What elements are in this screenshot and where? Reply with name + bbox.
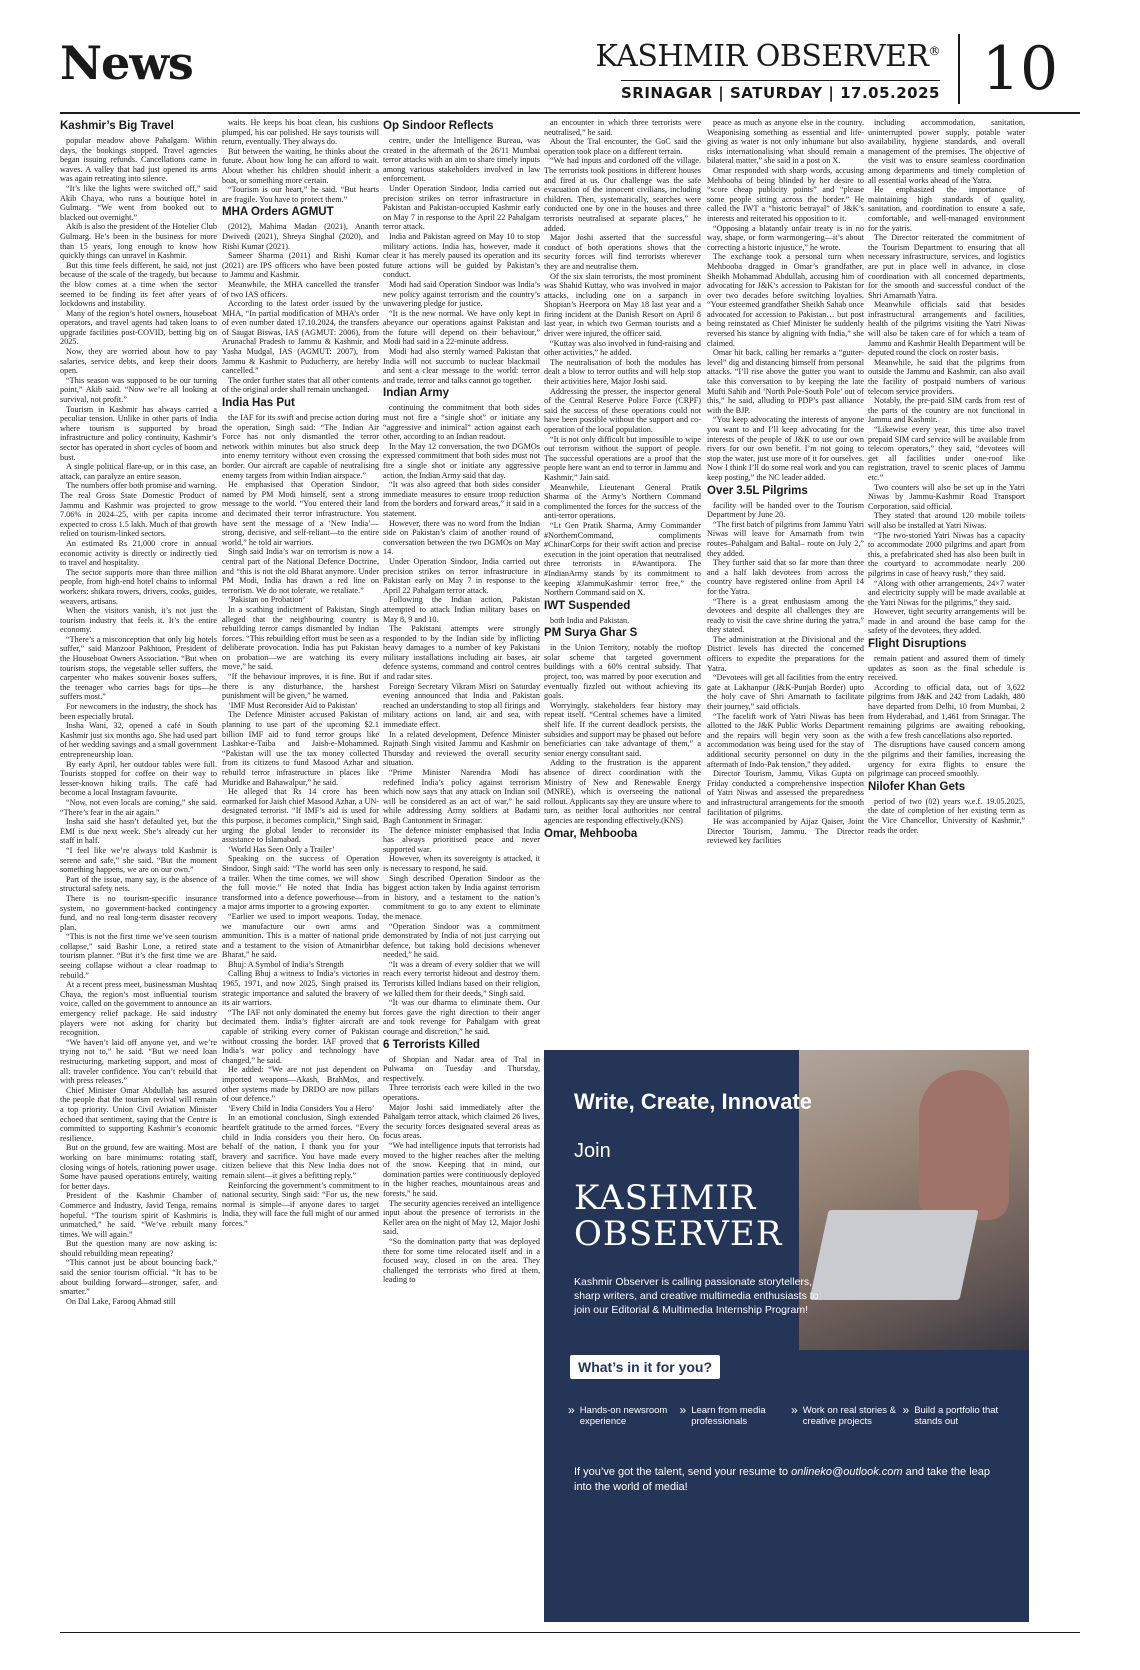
paragraph: “There’s a misconception that only big hotels suffer,” said Manzoor Pakhtoon, President of the Houseboat Owners Association. “But when tourism stops, the vegetable seller suffers, the carpenter who makes souvenir boxes suffers, the teenager who carries bags for tips—he suffers most.” bbox=[60, 634, 217, 702]
paragraph: Major Joshi said immediately after the Pahalgam terror attack, which claimed 26 lives, the security forces designated several areas as focus areas. bbox=[383, 1102, 540, 1141]
paragraph: In the May 12 conversation, the two DGMOs expressed commitment that both sides must not fire a single shot or initiate any aggressive action, the Indian Army said that day. bbox=[383, 441, 540, 480]
headline: Nilofer Khan Gets bbox=[868, 780, 966, 793]
newspaper-brand bbox=[595, 39, 940, 74]
paragraph: waits. He keeps his boat clean, his cushions plumped, his oar polished. He says tourists will return, eventually. They always do. bbox=[222, 118, 379, 147]
paragraph: Sameer Sharma (2011) and Rishi Kumar (2021) are IPS officers who have been posted to Jammu and Kashmir. bbox=[222, 251, 379, 280]
ad-footer bbox=[574, 1465, 1004, 1495]
subhead: ‘IMF Must Reconsider Aid to Pakistan’ bbox=[228, 700, 358, 710]
paragraph: The numbers offer both promise and warning. The real Gross State Domestic Product of Jammu and Kashmir was projected to grow 7.06% in 2024–25, with per capita income expected to cross 1.5 lakh. Much of that growth relied on tourism-linked sectors. bbox=[60, 481, 217, 539]
laptop-photo-shape bbox=[809, 1210, 978, 1300]
headline: Omar, Mehbooba bbox=[544, 827, 638, 840]
paragraph: In an emotional conclusion, Singh extended heartfelt gratitude to the armed forces. “Every child in India considers you their hero. On behalf of the nation, I thank you for your bravery and sacrifice. You have made every citizen believe that this New India does not remain silent—it gives a befitting reply.” bbox=[222, 1113, 379, 1180]
ad-body: Kashmir Observer is calling passionate storytellers, sharp writers, and creative multimedia enthusiasts to join our Editorial & Multimedia Internship Program! bbox=[574, 1276, 819, 1316]
ad-photo bbox=[799, 1050, 1029, 1350]
benefit-label: Learn from media professionals bbox=[691, 1405, 766, 1427]
benefit-item bbox=[568, 1405, 674, 1427]
headline: PM Surya Ghar S bbox=[544, 627, 638, 640]
paragraph: Worryingly, stakeholders fear history may repeat itself. “Central schemes have a limited shelf life. If the current deadlock persists, the subsidies and support may be phased out before beneficiaries can take advantage of them,” a senior energy consultant said. bbox=[544, 700, 701, 758]
paragraph: Chief Minister Omar Abdullah has assured the people that the tourism revival will remain a top priority. Union Civil Aviation Minister echoed that sentiment, saying that the Centre is committed to supporting Kashmir’s economic resilience. bbox=[60, 1085, 217, 1143]
paragraph: Meanwhile, he said that the pilgrims from outside the Jammu and Kashmir, can also avail the facility of postpaid numbers of various telecom service providers. bbox=[868, 357, 1025, 396]
paragraph: But the question many are now asking is: should rebuilding mean repeating? bbox=[60, 1239, 217, 1258]
paragraph: Calling Bhuj a witness to India’s victories in 1965, 1971, and now 2025, Singh praised its strategic importance and saluted the bravery of its air warriors. bbox=[222, 969, 379, 1008]
paragraph: “We haven’t laid off anyone yet, and we’re trying not to,” he said. “But we need loan restructuring, marketing support, and most of all: traveler confidence. You can’t rebuild that with press releases.” bbox=[60, 1037, 217, 1086]
paragraph: “The IAF not only dominated the enemy but decimated them. India’s fighter aircraft are capable of striking every corner of Pakistan without crossing the border. IAF proved that India’s war policy and technology have changed,” he said. bbox=[222, 1007, 379, 1065]
paragraph: Addressing the presser, the inspector general of the Central Reserve Police Force (CRPF) said the success of these operations could not have been possible without the support and co-operation of the local population. bbox=[544, 386, 701, 434]
paragraph: Singh described Operation Sindoor as the biggest action taken by India against terrorism in history, and a testament to the nation’s commitment to go to any extent to eliminate the menace. bbox=[383, 873, 540, 921]
ad-cta: What’s in it for you? bbox=[570, 1355, 720, 1379]
headline: India Has Put bbox=[222, 397, 295, 410]
paragraph: There is no tourism-specific insurance system, no government-backed contingency fund, and no real long-term disaster recovery plan. bbox=[60, 893, 217, 932]
paragraph: Major Joshi asserted that the successful conduct of both operations shows that the security forces will find terrorists wherever they are and neutralise them. bbox=[544, 233, 701, 271]
paragraph: But this time feels different, he said, not just because of the scale of the tragedy, but because the blow comes at a time when the sector seemed to be finding its feet after years of lockdowns and instability. bbox=[60, 260, 217, 309]
paragraph: Akib is also the president of the Hotelier Club Gulmarg. He’s been in the business for more than 15 years, long enough to know how quickly things can unravel in Kashmir. bbox=[60, 222, 217, 261]
subhead: ‘Pakistan on Probation’ bbox=[228, 595, 306, 605]
paragraph: “If the behaviour improves, it is fine. But if there is any disturbance, the harshest punishment will be given,” he warned. bbox=[222, 672, 379, 701]
paragraph: According to the latest order issued by the MHA, “In partial modification of MHA’s order of even number dated 17.10.2024, the transfers of Saugat Biswas, IAS (AGMUT: 2006), from Arunachal Pradesh to Jammu & Kashmir, and Yasha Mudgal, IAS (AGMUT: 2007), from Jammu & Kashmir to Puducherry, are hereby cancelled.” bbox=[222, 299, 379, 376]
paragraph: “I feel like we’re always told Kashmir is serene and safe,” she said. “But the moment something happens, we are on our own.” bbox=[60, 845, 217, 875]
paragraph: popular meadow above Pahalgam. Within days, the bookings stopped. Travel agencies began issuing refunds. Cancellations came in waves. A valley that had just opened its arms was again retreating into silence. bbox=[60, 136, 217, 184]
paragraph: “This season was supposed to be our turning point,” Akib said. “Now we’re all looking at survival, not profit.” bbox=[60, 375, 217, 405]
paragraph: By early April, her outdoor tables were full. Tourists stopped for coffee on their way to lesser-known hiking trails. The café had become a local Instagram favourite. bbox=[60, 759, 217, 798]
paragraph: “Now, not even locals are coming,” she said. “There’s fear in the air again.” bbox=[60, 797, 217, 817]
paragraph: Of the six slain terrorists, the most prominent was Shahid Kuttay, who was involved in major attacks, including one on a sarpanch in Shopian’s Heerpora on May 18 last year and a firing incident at the Danish Resort on April 8 last year, in which two German tourists and a driver were injured, the officer said. bbox=[544, 271, 701, 339]
paragraph: Adding to the frustration is the apparent absence of direct coordination with the Ministry of New and Renewable Energy (MNRE), which is overseeing the national rollout. Applicants say they are unsure where to turn, as neither local authorities nor central agencies are responding effectively.(KNS) bbox=[544, 758, 701, 825]
paragraph: the IAF for its swift and precise action during the operation, Singh said: “The Indian Air Force has not only dismantled the terror network within minutes but also struck deep into enemy territory without even crossing the border. Our aircraft are capable of neutralising enemy targets from within Indian airspace.” bbox=[222, 413, 379, 480]
section-title: News bbox=[60, 36, 193, 90]
paragraph: But on the ground, few are waiting. Most are working on bare minimums: rotating staff, closing wings of hotels, rationing power usage. Some have paused operations entirely, waiting for better days. bbox=[60, 1143, 217, 1191]
paragraph: A single political flare-up, or in this case, an attack, can paralyze an entire season. bbox=[60, 462, 217, 481]
paragraph: In a scathing indictment of Pakistan, Singh alleged that the neighbouring country is rebuilding terror camps dismantled by Indian forces. “This rebuilding effort must be seen as a deliberate provocation. India has put Pakistan on probation—we are watching its every move,” he said. bbox=[222, 604, 379, 672]
paragraph: “Devotees will get all facilities from the entry gate at Lakhanpur (J&K-Punjab Border) upto the holy cave of Shri Amarnath to facilitate their journey,” said officials. bbox=[707, 673, 864, 712]
paragraph: “You keep advocating the interests of anyone you want to and I’ll keep advocating for the interests of the people of J&K to use our own rivers for our own benefit. I’m not going to stop the water, just use more of it for ourselves. Now I think I’ll do some real work and you can keep posting,” the NC leader added. bbox=[707, 415, 864, 482]
column-3 bbox=[383, 118, 540, 1623]
paragraph: President of the Kashmir Chamber of Commerce and Industry, Javid Tenga, remains hopeful. “The tourism spirit of Kashmiris is unmatched,” he said. “We’ve rebuilt many times. We will again.” bbox=[60, 1191, 217, 1239]
paragraph: Meanwhile, the MHA cancelled the transfer of two IAS officers. bbox=[222, 279, 379, 299]
paragraph: “It’s like the lights were switched off,” said Akib Chaya, who runs a boutique hotel in Gulmarg. “We went from booked out to blacked out overnight.” bbox=[60, 183, 217, 222]
registered-mark: ® bbox=[928, 44, 940, 58]
paragraph: Meanwhile officials said that besides infrastructural arrangements and facilities, health of the pilgrims visiting the Yatri Niwas will also be taken care of for which a team of Jammu and Kashmir Health Department will be deputed round the clock on roster basis. bbox=[868, 300, 1025, 358]
ad-join: Join bbox=[574, 1140, 611, 1162]
paragraph: an encounter in which three terrorists were neutralised,” he said. bbox=[544, 118, 701, 137]
paragraph: However, when its sovereignty is attacked, it is necessary to respond, he said. bbox=[383, 854, 540, 873]
column-4 bbox=[544, 118, 701, 1036]
paragraph: When the visitors vanish, it’s not just the tourism industry that feels it. It’s the entire economy. bbox=[60, 606, 217, 635]
paragraph: “We had intelligence inputs that terrorists had moved to the higher reaches after the melting of the snow. Keeping that in mind, our domination parties were continuously deployed in the higher reaches, mountainous areas and forests,” he said. bbox=[383, 1140, 540, 1198]
paragraph: The administration at the Divisional and the District levels has directed the concerned officers to expedite the preparations for the Yatra. bbox=[707, 634, 864, 673]
benefit-item bbox=[903, 1405, 1009, 1427]
benefit-label: Work on real stories & creative projects bbox=[802, 1405, 896, 1427]
paragraph: The exchange took a personal turn when Mehbooba dragged in Omar’s grandfather, Sheikh Mohammad Abdullah, accusing him of advocating for J&K’s accession to Pakistan for over two decades before switching loyalties. “Your esteemed grandfather Sheikh Sahab once advocated for accession to Pakistan… but post being reinstated as Chief Minister he suddenly reversed his stance by aligning with India,” she claimed. bbox=[707, 252, 864, 348]
paragraph: “Opposing a blatantly unfair treaty is in no way, shape, or form warmongering—it’s about correcting a historic injustice,” he wrote. bbox=[707, 223, 864, 252]
benefit-label: Hands-on newsroom experience bbox=[579, 1405, 668, 1427]
ad-logo-line: OBSERVER bbox=[574, 1214, 783, 1254]
paragraph: Omar responded with sharp words, accusing Mehbooba of being blinded by her desire to “score cheap publicity points” and “please some people sitting across the border.” He called the IWT a “historic betrayal” of J&K’s interests and reiterated his opposition to it. bbox=[707, 165, 864, 223]
paragraph: According to official data, out of 3,622 pilgrims from J&K and 242 from Ladakh, 480 have departed from Delhi, 10 from Mumbai, 2 from Hyderabad, and 1,461 from Srinagar. The remaining pilgrims are awaiting rebooking, with a few fresh cancellations also reported. bbox=[868, 682, 1025, 740]
headline: Over 3.5L Pilgrims bbox=[707, 484, 808, 497]
paragraph: “This cannot just be about bouncing back,” said the senior tourism official. “It has to be about building forward—stronger, safer, and smarter.” bbox=[60, 1258, 217, 1297]
paragraph: Many of the region’s hotel owners, houseboat operators, and travel agents had taken loans to upgrade facilities post-COVID, betting big on 2025. bbox=[60, 308, 217, 347]
headline: 6 Terrorists Killed bbox=[383, 1038, 480, 1051]
paragraph: both India and Pakistan. bbox=[550, 615, 630, 625]
paragraph: facility will be handed over to the Tourism Department by June 20. bbox=[707, 500, 864, 520]
paragraph: They further said that so far more than three and a half lakh devotees from across the country have registered online from April 14 for the Yatra. bbox=[707, 558, 864, 596]
paragraph: “It is the new normal. We have only kept in abeyance our operations against Pakistan and the future will depend on their behaviour,” Modi had said in a 22-minute address. bbox=[383, 308, 540, 347]
paragraph: Under Operation Sindoor, India carried out precision strikes on terror infrastructure in Pakistan early on May 7 in response to the April 22 Pahalgam terror attack. bbox=[383, 556, 540, 595]
paragraph: India and Pakistan agreed on May 10 to stop military actions. India has, however, made it clear it has merely paused its operation and its future actions will be guided by Pakistan’s conduct. bbox=[383, 231, 540, 280]
column-1 bbox=[60, 118, 217, 1623]
paragraph: “Likewise every year, this time also travel prepaid SIM card service will be available from telecom operators,” they said, “devotees will get all facilities under one-roof like registration, travel to scenic places of Jammu etc.” bbox=[868, 425, 1025, 482]
paragraph: About the Tral encounter, the GoC said the operation took place on a different terrain. bbox=[544, 137, 701, 156]
paragraph: peace as much as anyone else in the country. Weaponising something as essential and life-giving as water is not only inhumane but also risks internationalising what should remain a bilateral matter,” she said in a post on X. bbox=[707, 118, 864, 166]
paragraph: However, there was no word from the Indian side on Pakistan’s claim of another round of conversation between the two DGMOs on May 14. bbox=[383, 518, 540, 557]
paragraph: The neutralisation of both the modules has dealt a blow to terror outfits and will help stop their activities here, Major Joshi said. bbox=[544, 357, 701, 387]
masthead bbox=[60, 34, 1080, 110]
paragraph: Tourism in Kashmir has always carried a peculiar tension. Unlike in other parts of India where tourism is supported by broad infrastructure and policy continuity, Kashmir’s sector has operated in short cycles of boom and bust. bbox=[60, 404, 217, 462]
paragraph: He alleged that Rs 14 crore has been earmarked for Jaish chief Masood Azhar, a UN-designated terrorist. “If IMF’s aid is used for this purpose, it becomes complicit,” Singh said, urging the global lender to reconsider its assistance to Islamabad. bbox=[222, 787, 379, 845]
ad-logo bbox=[574, 1180, 782, 1252]
paragraph: Insha Wani, 32, opened a café in South Kashmir just six months ago. She had used part of her wedding savings and a small government entrepreneurship loan. bbox=[60, 721, 217, 759]
paragraph: Director Tourism, Jammu, Vikas Gupta on Friday conducted a comprehensive inspection of Yatri Niwas and assessed the preparedness and infrastructural arrangements for the smooth facilitation of pilgrims. bbox=[707, 769, 864, 817]
paragraph: The security agencies received an intelligence input about the presence of terrorists in the Keller area on the night of May 12, Major Joshi said. bbox=[383, 1198, 540, 1237]
paragraph: of Shopian and Nadar area of Tral in Pulwama on Tuesday and Thursday, respectively. bbox=[383, 1054, 540, 1083]
headline: MHA Orders AGMUT bbox=[222, 206, 334, 219]
paragraph: in the Union Territory, notably the rooftop solar scheme that targeted government buildings with a 60% central subsidy. That project, too, was marred by poor execution and eventually fizzled out without achieving its goals. bbox=[544, 643, 701, 701]
paragraph: Notably, the pre-paid SIM cards from rest of the parts of the country are not functional in Jammu and Kashmir. bbox=[868, 396, 1025, 425]
paragraph: Singh said India’s war on terrorism is now a central part of the National Defence Doctrine, and “this is not the old Bharat anymore. Under PM Modi, India has drawn a red line on terrorism. We do not tolerate, we retaliate.” bbox=[222, 547, 379, 595]
paragraph: “The first batch of pilgrims from Jammu Yatri Niwas will leave for Amarnath from twin routes–Pahalgam and Baltal– route on July 2,” they added. bbox=[707, 519, 864, 558]
chevron-right-icon: » bbox=[568, 1403, 575, 1417]
paragraph: He added: “We are not just dependent on imported weapons—Akash, BrahMos, and other systems made by DRDO are now pillars of our defence.” bbox=[222, 1065, 379, 1104]
brand-name: KASHMIR OBSERVER bbox=[595, 39, 929, 74]
paragraph: However, tight security arrangements will be made in and around the base camp for the safety of the devotees, they added. bbox=[868, 607, 1025, 636]
paragraph: continuing the commitment that both sides must not fire a “single shot” or initiate any “aggressive and inimical” action against each other, according to an Indian readout. bbox=[383, 403, 540, 442]
paragraph: The defence minister emphasised that India has always prioritised peace and never supported war. bbox=[383, 825, 540, 854]
paragraph: “Operation Sindoor was a commitment demonstrated by India of not just carrying out defence, but taking bold decisions whenever needed,” he said. bbox=[383, 921, 540, 960]
internship-advertisement bbox=[544, 1050, 1029, 1622]
paragraph: “We had inputs and cordoned off the village. The terrorists took positions in different houses and fired at us. Our challenge was the safe evacuation of the innocent civilians, including children. Then, systematically, searches were conducted one by one in the houses and three terrorists neutralised at separate places,” he added. bbox=[544, 156, 701, 233]
paragraph: Now, they are worried about how to pay salaries, service debts, and keep their doors open. bbox=[60, 347, 217, 376]
dateline: SRINAGAR | SATURDAY | 17.05.2025 bbox=[621, 80, 940, 102]
paragraph: “It is not only difficult but impossible to wipe out terrorism without the support of people. The successful operations are a proof that the people here want an end to terror in Jammu and Kashmir,” Jain said. bbox=[544, 434, 701, 482]
paragraph: At a recent press meet, businessman Mushtaq Chaya, the region’s most influential tourism voice, called on the government to announce an emergency relief package. He said industry players were not asking for charity but recognition. bbox=[60, 980, 217, 1038]
paragraph: “It was a dream of every soldier that we will reach every terrorist hideout and destroy them. Terrorists killed Indians based on their religion, we killed them for their deeds,” Singh said. bbox=[383, 959, 540, 998]
paragraph: “Earlier we used to import weapons. Today, we manufacture our own arms and ammunition. This is a matter of national pride and a testament to the vision of Atmanirbhar Bharat,” he said. bbox=[222, 911, 379, 960]
ad-benefits bbox=[568, 1405, 1008, 1427]
paragraph: “This is not the first time we’ve seen tourism collapse,” said Bashir Lone, a retired state tourism planner. “But it’s the first time we are seeing collapse without a clear roadmap to rebuild.” bbox=[60, 932, 217, 980]
paragraph: Two counters will also be set up in the Yatri Niwas by Jammu-Kashmir Road Transport Corporation, said official. bbox=[868, 482, 1025, 511]
ad-footer-text: If you’ve got the talent, send your resume to bbox=[574, 1466, 789, 1478]
paragraph: “The two-storied Yatri Niwas has a capacity to accommodate 2000 pilgrims and apart from this, a prefabricated shed has also been built in the courtyard to accommodate nearly 200 pilgrims in case of heavy rush,” they said. bbox=[868, 530, 1025, 578]
paragraph: They stated that around 120 mobile toilets will also be installed at Yatri Niwas. bbox=[868, 511, 1025, 530]
paragraph: Speaking on the success of Operation Sindoor, Singh said: “The world has seen only a trailer. When the time comes, we will show the full movie.” He noted that India has transformed into a defence powerhouse—from a major arms importer to a growing exporter. bbox=[222, 854, 379, 912]
benefit-item bbox=[680, 1405, 786, 1427]
paragraph: Insha said she hasn’t defaulted yet, but the EMI is due next week. She’s already cut her staff in half. bbox=[60, 817, 217, 846]
benefit-label: Build a portfolio that stands out bbox=[914, 1405, 999, 1427]
ad-footer-text: and take the leap into the world of media! bbox=[574, 1466, 990, 1493]
paragraph: “Lt Gen Pratik Sharma, Army Commander #NorthernCommand, compliments #ChinarCorps for their swift action and precise execution in the joint operation that neutralised three terrorists in #Awantipora. The #IndianArmy stands by its commitment to keeping #JammuKashmir terror free,” the Northern Command said on X. bbox=[544, 520, 701, 598]
paragraph: “It was also agreed that both sides consider immediate measures to ensure troop reduction from the borders and forward areas,” it said in a statement. bbox=[383, 480, 540, 518]
column-6 bbox=[868, 118, 1025, 1036]
paragraph: “The facelift work of Yatri Niwas has been allotted to the J&K Public Works Department and the repairs will begin very soon as the accommodation was being used for the stay of additional security personnel on duty in the aftermath of Indo-Pak tension,” they added. bbox=[707, 711, 864, 769]
paragraph: (2012), Mahima Madan (2021), Ananth Dwivedi (2021), Shreya Singhal (2020), and Rishi Kumar (2021). bbox=[222, 222, 379, 251]
paragraph: Three terrorists each were killed in the two operations. bbox=[383, 1083, 540, 1102]
paragraph: Reinforcing the government’s commitment to national security, Singh said: “For us, the new normal is simple—if anyone dares to target India, they will face the full might of our armed forces.” bbox=[222, 1180, 379, 1228]
paragraph: “There is a great enthusiasm among the devotees and despite all challenges they are ready to visit the cave shrine during the yatra,” they stated. bbox=[707, 596, 864, 635]
bottom-rule bbox=[60, 1632, 1080, 1633]
paragraph: The Pakistani attempts were strongly responded to by the Indian side by inflicting heavy damages to a number of key Pakistani military installations including air bases, air defence systems, command and control centres and radar sites. bbox=[383, 624, 540, 682]
paragraph: For newcomers in the industry, the shock has been especially brutal. bbox=[60, 702, 217, 721]
paragraph: “It was our dharma to eliminate them. Our forces gave the right direction to their anger and took revenge for Pahalgam with great courage and discretion,” he said. bbox=[383, 998, 540, 1037]
headline: Flight Disruptions bbox=[868, 638, 967, 651]
headline: Kashmir’s Big Travel bbox=[60, 120, 174, 132]
person-photo-shape bbox=[919, 1070, 1009, 1220]
paragraph: On Dal Lake, Farooq Ahmad still bbox=[66, 1296, 176, 1306]
paragraph: He emphasised that Operation Sindoor, named by PM Modi himself, sent a strong message to the world. “You entered their land and decimated their terror infrastructure. You have sent the message of a ‘New India’—strong, decisive, and self-reliant—to the entire world,” he told air warriors. bbox=[222, 480, 379, 547]
column-2 bbox=[222, 118, 379, 1623]
column-5 bbox=[707, 118, 864, 1036]
paragraph: The Defence Minister accused Pakistan of planning to use part of the upcoming $2.1 billion IMF aid to fund terror groups like Lashkar-e-Taiba and Jaish-e-Mohammed. “Pakistan will use the tax money collected from its citizens to fund Masood Azhar and rebuild terror infrastructure in places like Muridke and Bahawalpur,” he said. bbox=[222, 710, 379, 787]
headline: Op Sindoor Reflects bbox=[383, 120, 494, 132]
paragraph: He was accompanied by Aijaz Qaiser, Joint Director Tourism, Jammu. The Director reviewed key facilities bbox=[707, 817, 864, 846]
paragraph: Part of the issue, many say, is the absence of structural safety nets. bbox=[60, 874, 217, 894]
paragraph: An estimated Rs 21,000 crore in annual economic activity is directly or indirectly tied to travel and hospitality. bbox=[60, 538, 217, 568]
paragraph: Foreign Secretary Vikram Misri on Saturday evening announced that India and Pakistan reached an understanding to stop all firings and military actions on land, air and sea, with immediate effect. bbox=[383, 681, 540, 730]
paragraph: The Director reiterated the commitment of the Tourism Department to ensuring that all necessary infrastructure, services, and logistics are put in place well in advance, in close coordination with all concerned departments, for the smooth and successful conduct of the Shri Amarnath Yatra. bbox=[868, 233, 1025, 300]
headline: IWT Suspended bbox=[544, 599, 631, 612]
paragraph: Meanwhile, Lieutenant General Pratik Sharma of the Army’s Northern Command complimented the forces for the success of the anti-terror operations. bbox=[544, 482, 701, 521]
ad-headline: Write, Create, Innovate bbox=[574, 1089, 812, 1114]
paragraph: remain patient and assured them of timely updates as soon as the final schedule is received. bbox=[868, 654, 1025, 683]
paragraph: “Tourism is our heart,” he said. “But hearts are fragile. You have to protect them.” bbox=[222, 185, 379, 204]
subhead: ‘Every Child in India Considers You a Hero’ bbox=[228, 1103, 375, 1113]
top-rule bbox=[60, 112, 1080, 114]
paragraph: including accommodation, sanitation, uninterrupted power supply, potable water availability, hygiene standards, and overall management of the premises. The objective of the visit was to ensure seamless coordination among departments and timely completion of all essential works ahead of the Yatra. bbox=[868, 118, 1025, 185]
paragraph: Following the Indian action, Pakistan attempted to attack Indian military bases on May 8, 9 and 10. bbox=[383, 595, 540, 624]
paragraph: Omar hit back, calling her remarks a “gutter-level” dig and distancing himself from personal attacks. “I’ll rise above the gutter you want to take this conversation to by keeping the late Mufti Sahib and ‘North Pole-South Pole’ out of this,” he said, alluding to PDP’s past alliance with the BJP. bbox=[707, 348, 864, 415]
paragraph: “Kuttay was also involved in fund-raising and other activities,” he added. bbox=[544, 338, 701, 358]
paragraph: The disruptions have caused concern among the pilgrims and their families, increasing the urgency for extra flights to ensure the pilgrimage can proceed smoothly. bbox=[868, 740, 1025, 779]
paragraph: Modi had said Operation Sindoor was India’s new policy against terrorism and the country’s unwavering pledge for justice. bbox=[383, 279, 540, 309]
ad-email[interactable]: onlineko@outlook.com bbox=[791, 1466, 903, 1478]
paragraph: “So the domination party that was deployed there for some time relocated itself and in a focused way, closed in on the area. They challenged the terrorists who fired at them, leading to bbox=[383, 1236, 540, 1285]
paragraph: The order further states that all other contents of the original order shall remain unchanged. bbox=[222, 375, 379, 395]
paragraph: “Prime Minister Narendra Modi has redefined India’s policy against terrorism which now says that any attack on Indian soil will be considered as an act of war,” he said while addressing Army soldiers at Badami Bagh Cantonment in Srinagar. bbox=[383, 768, 540, 825]
benefit-item bbox=[791, 1405, 897, 1427]
paragraph: But between the waiting, he thinks about the future. About how long he can afford to wait. About whether his children should inherit a boat, or something more certain. bbox=[222, 146, 379, 185]
paragraph: “Along with other arrangements, 24×7 water and electricity supply will be made available at the Yatri Niwas for the pilgrims,” they said. bbox=[868, 578, 1025, 607]
page-number: 10 bbox=[958, 34, 1080, 104]
paragraph: The sector supports more than three million people, from high-end hotel chains to informal workers: shikara rowers, drivers, cooks, guides, weavers, artisans. bbox=[60, 567, 217, 606]
subhead: ‘World Has Seen Only a Trailer’ bbox=[228, 844, 335, 854]
ad-logo-line: KASHMIR bbox=[574, 1178, 757, 1218]
paragraph: Under Operation Sindoor, India carried out precision strikes on terror infrastructure in Pakistan and Pakistan-occupied Kashmir early on May 7 in response to the April 22 Pahalgam terror attack. bbox=[383, 183, 540, 232]
chevron-right-icon: » bbox=[902, 1403, 910, 1417]
paragraph: period of two (02) years w.e.f. 19.05.2025, the date of completion of her existing term as the Vice Chancellor, University of Kashmir,” reads the order. bbox=[868, 796, 1025, 835]
paragraph: In a related development, Defence Minister Rajnath Singh visited Jammu and Kashmir on Thursday and reviewed the overall security situation. bbox=[383, 729, 540, 768]
paragraph: Modi had also sternly warned Pakistan that India will not succumb to nuclear blackmail and sent a clear message to the world: terror and trade, terror and talks cannot go together. bbox=[383, 347, 540, 385]
paragraph: centre, under the Intelligence Bureau, was created in the aftermath of the 26/11 Mumbai terror attacks with an aim to share timely inputs among various stakeholders involved in law enforcement. bbox=[383, 136, 540, 184]
chevron-right-icon: » bbox=[679, 1403, 687, 1417]
headline: Indian Army bbox=[383, 387, 450, 400]
paragraph: He emphasized the importance of maintaining high standards of quality, sanitation, and coordination to ensure a safe, comfortable, and well-managed environment for the yatris. bbox=[868, 185, 1025, 233]
subhead: Bhuj: A Symbol of India’s Strength bbox=[228, 959, 344, 969]
chevron-right-icon: » bbox=[791, 1403, 798, 1417]
